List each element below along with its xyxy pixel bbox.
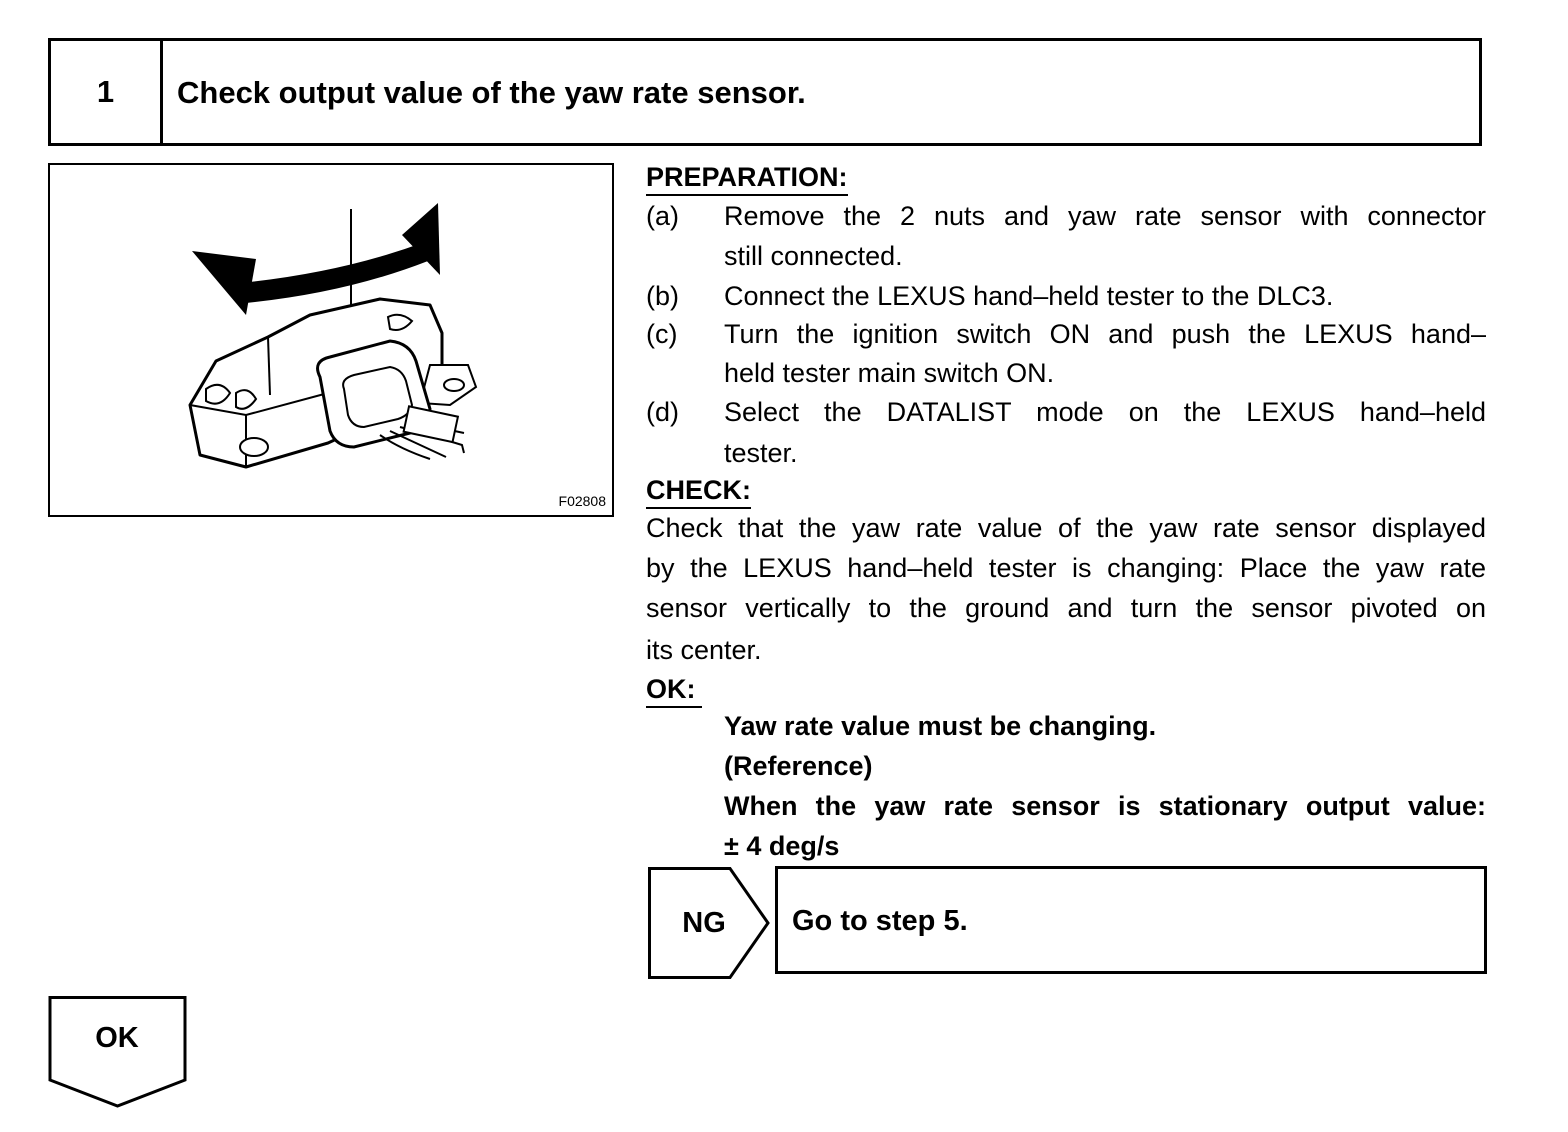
- prep-item-d-label: (d): [646, 397, 679, 427]
- ng-label: NG: [682, 906, 726, 939]
- check-line-1: Check that the yaw rate value of the yaw rate sensor displayed: [646, 513, 1486, 543]
- check-line-4: its center.: [646, 635, 762, 665]
- prep-item-a-line2: still connected.: [724, 241, 903, 271]
- prep-item-d-line1: Select the DATALIST mode on the LEXUS hand–held: [724, 397, 1486, 427]
- ng-branch: [648, 867, 778, 979]
- check-line-3: sensor vertically to the ground and turn the sensor pivoted on: [646, 593, 1486, 623]
- ok-label: OK: [95, 1022, 139, 1054]
- prep-item-b-line1: Connect the LEXUS hand–held tester to the DLC3.: [724, 281, 1334, 311]
- yaw-rate-sensor-icon: [50, 165, 616, 519]
- step-header: [48, 38, 1482, 146]
- sensor-illustration: [48, 163, 614, 517]
- ok-spec-heading: OK:: [646, 672, 702, 708]
- ok-spec-line-3: When the yaw rate sensor is stationary output value:: [724, 791, 1486, 821]
- step-title: Check output value of the yaw rate sensor.: [177, 75, 806, 110]
- prep-item-c-label: (c): [646, 319, 678, 349]
- prep-item-a-label: (a): [646, 201, 679, 231]
- step-number: 1: [51, 41, 163, 143]
- prep-item-c-line1: Turn the ignition switch ON and push the LEXUS hand–: [724, 319, 1486, 349]
- prep-item-c-line2: held tester main switch ON.: [724, 358, 1055, 388]
- prep-item-b-label: (b): [646, 281, 679, 311]
- ok-spec-line-4: ± 4 deg/s: [724, 831, 840, 861]
- ok-branch: [48, 996, 188, 1108]
- prep-item-a-line1: Remove the 2 nuts and yaw rate sensor with connector: [724, 201, 1486, 231]
- check-line-2: by the LEXUS hand–held tester is changing: Place the yaw rate: [646, 553, 1486, 583]
- preparation-heading: PREPARATION:: [646, 160, 848, 196]
- figure-code: F02808: [558, 493, 606, 509]
- ng-action-text: Go to step 5.: [792, 905, 968, 937]
- ng-action-box: [775, 866, 1487, 974]
- prep-item-d-line2: tester.: [724, 438, 798, 468]
- check-heading: CHECK:: [646, 473, 751, 509]
- ok-spec-line-2: (Reference): [724, 751, 873, 781]
- ok-spec-line-1: Yaw rate value must be changing.: [724, 711, 1157, 741]
